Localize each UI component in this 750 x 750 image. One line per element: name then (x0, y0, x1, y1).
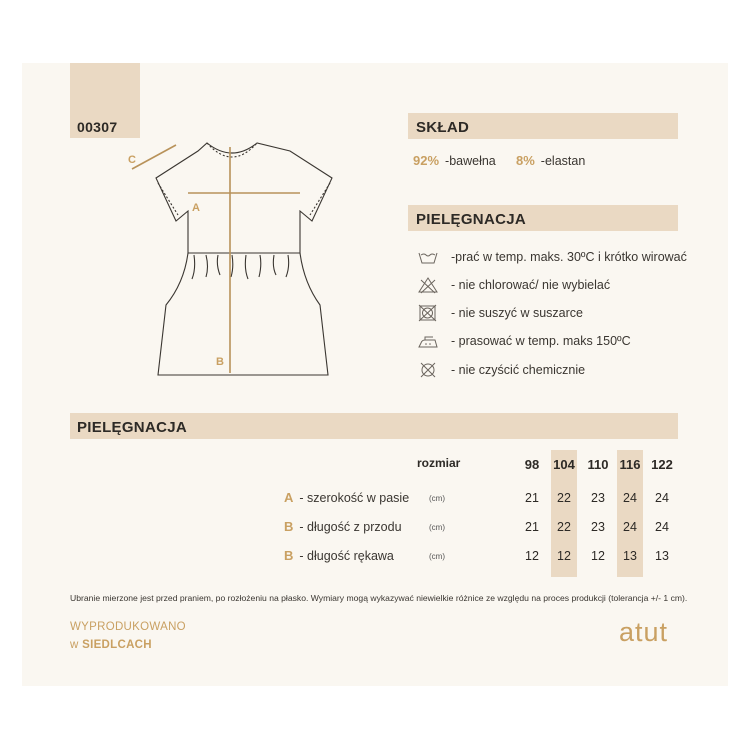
composition-material: -bawełna (445, 154, 496, 168)
size-116: 116 (619, 457, 641, 472)
size-value: 21 (525, 520, 539, 534)
care-item: - nie suszyć w suszarce (417, 302, 583, 324)
dress-diagram (122, 133, 362, 383)
composition-material: -elastan (540, 154, 586, 168)
table-row: A - szerokość w pasie (284, 490, 410, 505)
size-value: 12 (591, 549, 605, 563)
size-value: 23 (591, 491, 605, 505)
skirt-outline (158, 253, 328, 375)
made-in-line1: WYPRODUKOWANO (70, 621, 186, 633)
no-tumble-dry-icon (417, 304, 439, 322)
made-in-line2 (70, 635, 152, 653)
label-a: A (192, 202, 200, 214)
care-item: - nie chlorować/ nie wybielać (417, 274, 610, 296)
composition-percent: 92% (413, 153, 440, 168)
measure-line-c (132, 145, 176, 169)
size-header-label: rozmiar (417, 456, 461, 470)
dress-outline (156, 143, 332, 253)
measurement-note: Ubranie mierzone jest przed praniem, po rozłożeniu na płasko. Wymiary mogą wykazywać niewielkie różnice ze względu na proces produkcji (tolerancja +/- 1 cm). (70, 593, 688, 603)
size-value: 22 (557, 520, 571, 534)
composition-percent: 8% (516, 153, 535, 168)
table-row: B - długość z przodu (284, 519, 402, 534)
brand-logo: atut (619, 617, 669, 647)
size-value: 24 (623, 491, 637, 505)
size-110: 110 (587, 457, 609, 472)
unit-label: (cm) (429, 552, 445, 561)
size-value: 13 (655, 549, 669, 563)
size-value: 13 (623, 549, 637, 563)
no-dry-clean-icon (417, 361, 439, 379)
size-value: 24 (623, 520, 637, 534)
size-value: 21 (525, 491, 539, 505)
label-c: C (128, 154, 136, 166)
product-code: 00307 (77, 119, 118, 135)
care-item: - nie czyścić chemicznie (417, 359, 585, 381)
care-title: PIELĘGNACJA (416, 211, 526, 228)
no-bleach-icon (417, 276, 439, 294)
size-table-title: PIELĘGNACJA (77, 419, 187, 436)
size-value: 22 (557, 491, 571, 505)
composition-item (516, 153, 585, 168)
size-value: 24 (655, 491, 669, 505)
made-in-prefix: w (70, 639, 83, 651)
unit-label: (cm) (429, 494, 445, 503)
size-value: 12 (525, 549, 539, 563)
care-item: -prać w temp. maks. 30ºC i krótko wirować (417, 246, 687, 268)
composition-item (413, 153, 496, 168)
product-sheet (22, 63, 728, 686)
size-98: 98 (524, 457, 540, 472)
size-104: 104 (553, 457, 575, 472)
size-value: 23 (591, 520, 605, 534)
size-value: 24 (655, 520, 669, 534)
label-b: B (216, 356, 224, 368)
care-item: - prasować w temp. maks 150ºC (417, 330, 631, 352)
made-in-city: SIEDLCACH (82, 639, 152, 651)
size-value: 12 (557, 549, 571, 563)
iron-150-icon (417, 332, 439, 350)
table-row: B - długość rękawa (284, 548, 394, 563)
size-122: 122 (651, 457, 673, 472)
wash-30-icon (417, 248, 439, 266)
unit-label: (cm) (429, 523, 445, 532)
composition-title: SKŁAD (416, 119, 470, 136)
